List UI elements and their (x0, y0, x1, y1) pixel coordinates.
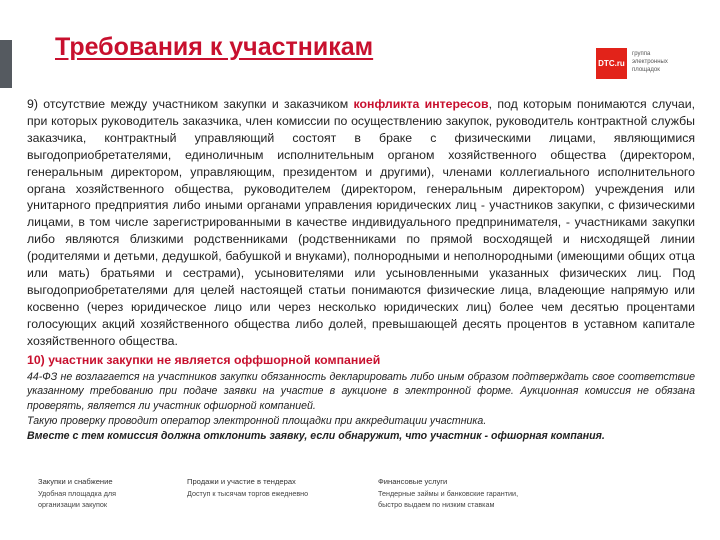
requirement-9-intro: 9) отсутствие между участником закупки и заказчиком (27, 97, 354, 111)
logo-mark-text: DTC.ru (598, 59, 625, 68)
logo-caption (632, 50, 704, 74)
footer-col-procurement-sub-2: организации закупок (38, 500, 108, 509)
requirement-9-paragraph (27, 96, 695, 350)
offshore-note-regular: Такую проверку проводит оператор электронной площадки при аккредитации участника. (27, 414, 487, 427)
footer-col-sales-sub-1: Доступ к тысячам торгов ежедневно (187, 489, 309, 498)
requirement-10-heading: 10) участник закупки не является оффшорной компанией (27, 352, 381, 367)
offshore-note (27, 370, 695, 444)
logo-caption-line-2: электронных (632, 59, 668, 65)
logo-mark-box (596, 48, 627, 79)
footer-col-sales (187, 476, 308, 499)
conflict-of-interest-highlight: конфликта интересов (353, 97, 489, 111)
requirement-9-body: , под которым понимаются случаи, при которых руководитель заказчика, член комиссии по осуществлению закупок, руководитель контрактной службы заказчика, контрактный управляющий состоят в браке с физическими лицами, являющимися выгодоприобретателями, единоличным исполнительным органом хозяйственного общества (директором, генеральным директором, управляющим, президентом и другими), членами коллегиального исполнительного органа хозяйственного общества, руководителем (директором, генеральным директором) учреждения или унитарного предприятия либо иными органами управления юридических лиц - участников закупки, с физическими лицами, в том числе зарегистрированными в качестве индивидуального предпринимателя, - участниками закупки либо являются близкими родственниками (родственниками по прямой восходящей и нисходящей линии (родителями и детьми, дедушкой, бабушкой и внуками), полнородными и неполнородными (имеющими общих отца или мать) братьями и сестрами), усыновителями или усыновленными указанных физических лиц. Под выгодоприобретателями для целей настоящей статьи понимаются физические лица, владеющие напрямую или косвенно (через юридическое лицо или через несколько юридических лиц) более чем десятью процентами голосующих акций хозяйственного общества либо долей, превышающей десять процентов в уставном капитале хозяйственного общества. (27, 97, 696, 348)
footer-col-procurement-sub-1: Удобная площадка для (38, 489, 117, 498)
offshore-note-line-1: 44-ФЗ не возлагается на участников закупки обязанность декларировать либо иным образом подтверждать свое соответствие указанному требованию при подаче заявки на участие в аукционе в электронной форме. Аукционная комиссия не обязана проверять, является ли участник офшорной компанией. (27, 370, 695, 413)
footer-col-finance (378, 476, 518, 510)
logo-caption-line-3: площадок (632, 67, 660, 73)
slide-title: Требования к участникам (55, 33, 374, 61)
footer-col-finance-sub-2: быстро выдаем по низким ставкам (378, 500, 495, 509)
logo-caption-line-1: группа (632, 51, 651, 57)
footer-col-procurement-heading: Закупки и снабжение (38, 477, 113, 486)
slide-body (27, 96, 695, 444)
footer-col-procurement (38, 476, 116, 510)
company-logo (596, 48, 706, 80)
offshore-note-bold: Вместе с тем комиссия должна отклонить заявку, если обнаружит, что участник - офшорная компания. (27, 429, 605, 442)
footer-col-finance-sub-1: Тендерные займы и банковские гарантии, (378, 489, 519, 498)
offshore-note-line-2 (27, 414, 695, 444)
footer-col-finance-heading: Финансовые услуги (378, 477, 448, 486)
footer-col-sales-heading: Продажи и участие в тендерах (187, 477, 296, 486)
left-accent-bar (0, 40, 12, 88)
